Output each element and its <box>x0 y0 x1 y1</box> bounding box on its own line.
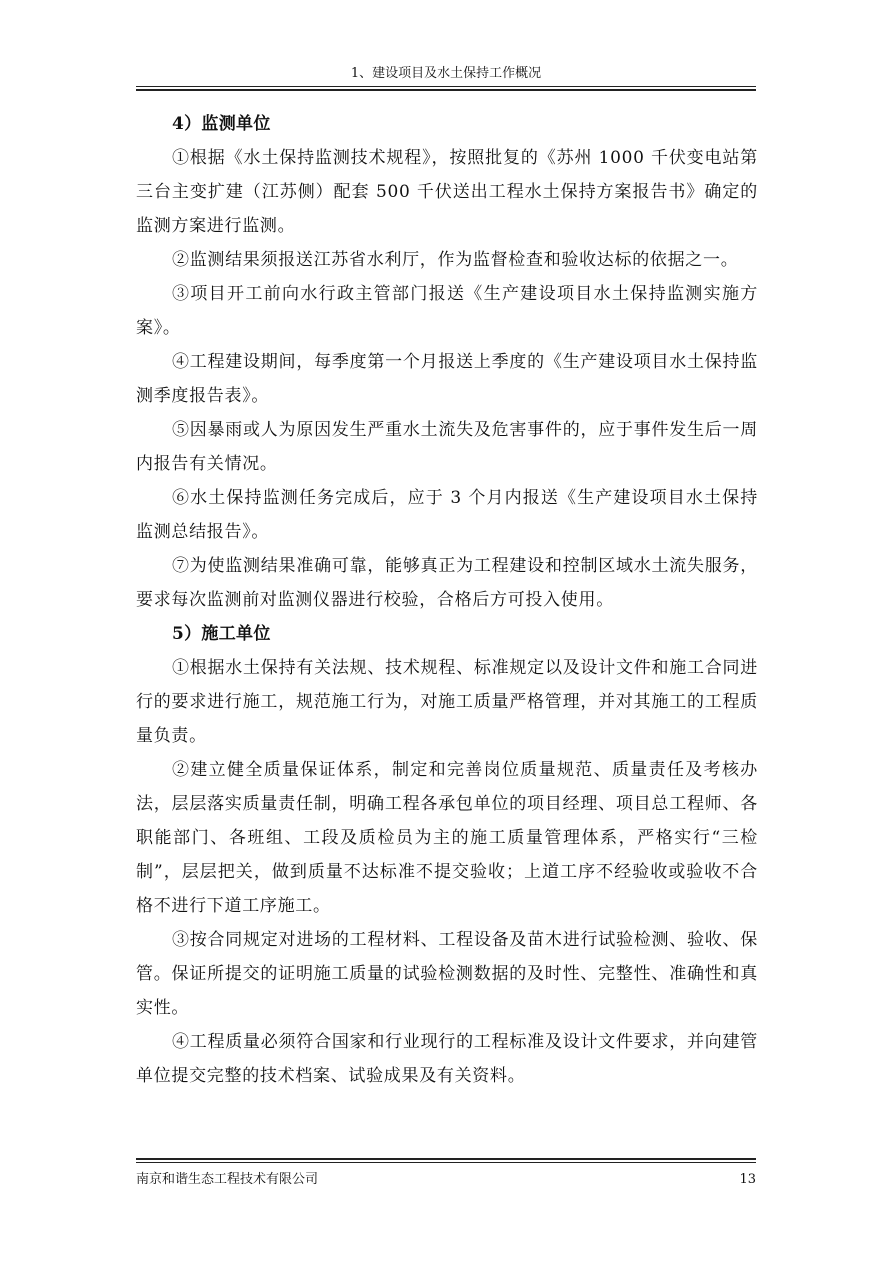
paragraph: ②监测结果须报送江苏省水利厅，作为监督检查和验收达标的依据之一。 <box>172 250 739 270</box>
paragraph: ⑥水土保持监测任务完成后，应于 3 个月内报送《生产建设项目水土保持监测总结报告》。 <box>136 488 758 542</box>
page-number: 13 <box>739 1172 756 1187</box>
paragraph: ⑤因暴雨或人为原因发生严重水土流失及危害事件的，应于事件发生后一周内报告有关情况。 <box>136 420 758 474</box>
paragraph: ③按合同规定对进场的工程材料、工程设备及苗木进行试验检测、验收、保管。保证所提交的证明施工质量的试验检测数据的及时性、完整性、准确性和真实性。 <box>136 930 758 1018</box>
section-heading-monitoring-unit: 4）监测单位 <box>172 114 271 134</box>
paragraph: ④工程质量必须符合国家和行业现行的工程标准及设计文件要求，并向建管单位提交完整的技术档案、试验成果及有关资料。 <box>136 1032 758 1086</box>
document-body <box>136 107 758 1093</box>
paragraph: ③项目开工前向水行政主管部门报送《生产建设项目水土保持监测实施方案》。 <box>136 284 758 338</box>
paragraph: ②建立健全质量保证体系，制定和完善岗位质量规范、质量责任及考核办法，层层落实质量责任制，明确工程各承包单位的项目经理、项目总工程师、各职能部门、各班组、工段及质检员为主的施工质量管理体系，严格实行“三检制”，层层把关，做到质量不达标准不提交验收；上道工序不经验收或验收不合格不进行下道工序施工。 <box>136 760 758 916</box>
header-divider <box>136 86 756 91</box>
footer-divider <box>136 1158 756 1163</box>
page-header-title: 1、建设项目及水土保持工作概况 <box>350 66 542 81</box>
paragraph: ①根据《水土保持监测技术规程》，按照批复的《苏州 1000 千伏变电站第三台主变扩建（江苏侧）配套 500 千伏送出工程水土保持方案报告书》确定的监测方案进行监测。 <box>136 148 758 236</box>
paragraph: ①根据水土保持有关法规、技术规程、标准规定以及设计文件和施工合同进行的要求进行施工，规范施工行为，对施工质量严格管理，并对其施工的工程质量负责。 <box>136 658 758 746</box>
footer-company-name: 南京和谐生态工程技术有限公司 <box>136 1172 319 1187</box>
paragraph: ④工程建设期间，每季度第一个月报送上季度的《生产建设项目水土保持监测季度报告表》。 <box>136 352 758 406</box>
paragraph: ⑦为使监测结果准确可靠，能够真正为工程建设和控制区域水土流失服务，要求每次监测前对监测仪器进行校验，合格后方可投入使用。 <box>136 556 758 610</box>
section-heading-construction-unit: 5）施工单位 <box>172 624 271 644</box>
